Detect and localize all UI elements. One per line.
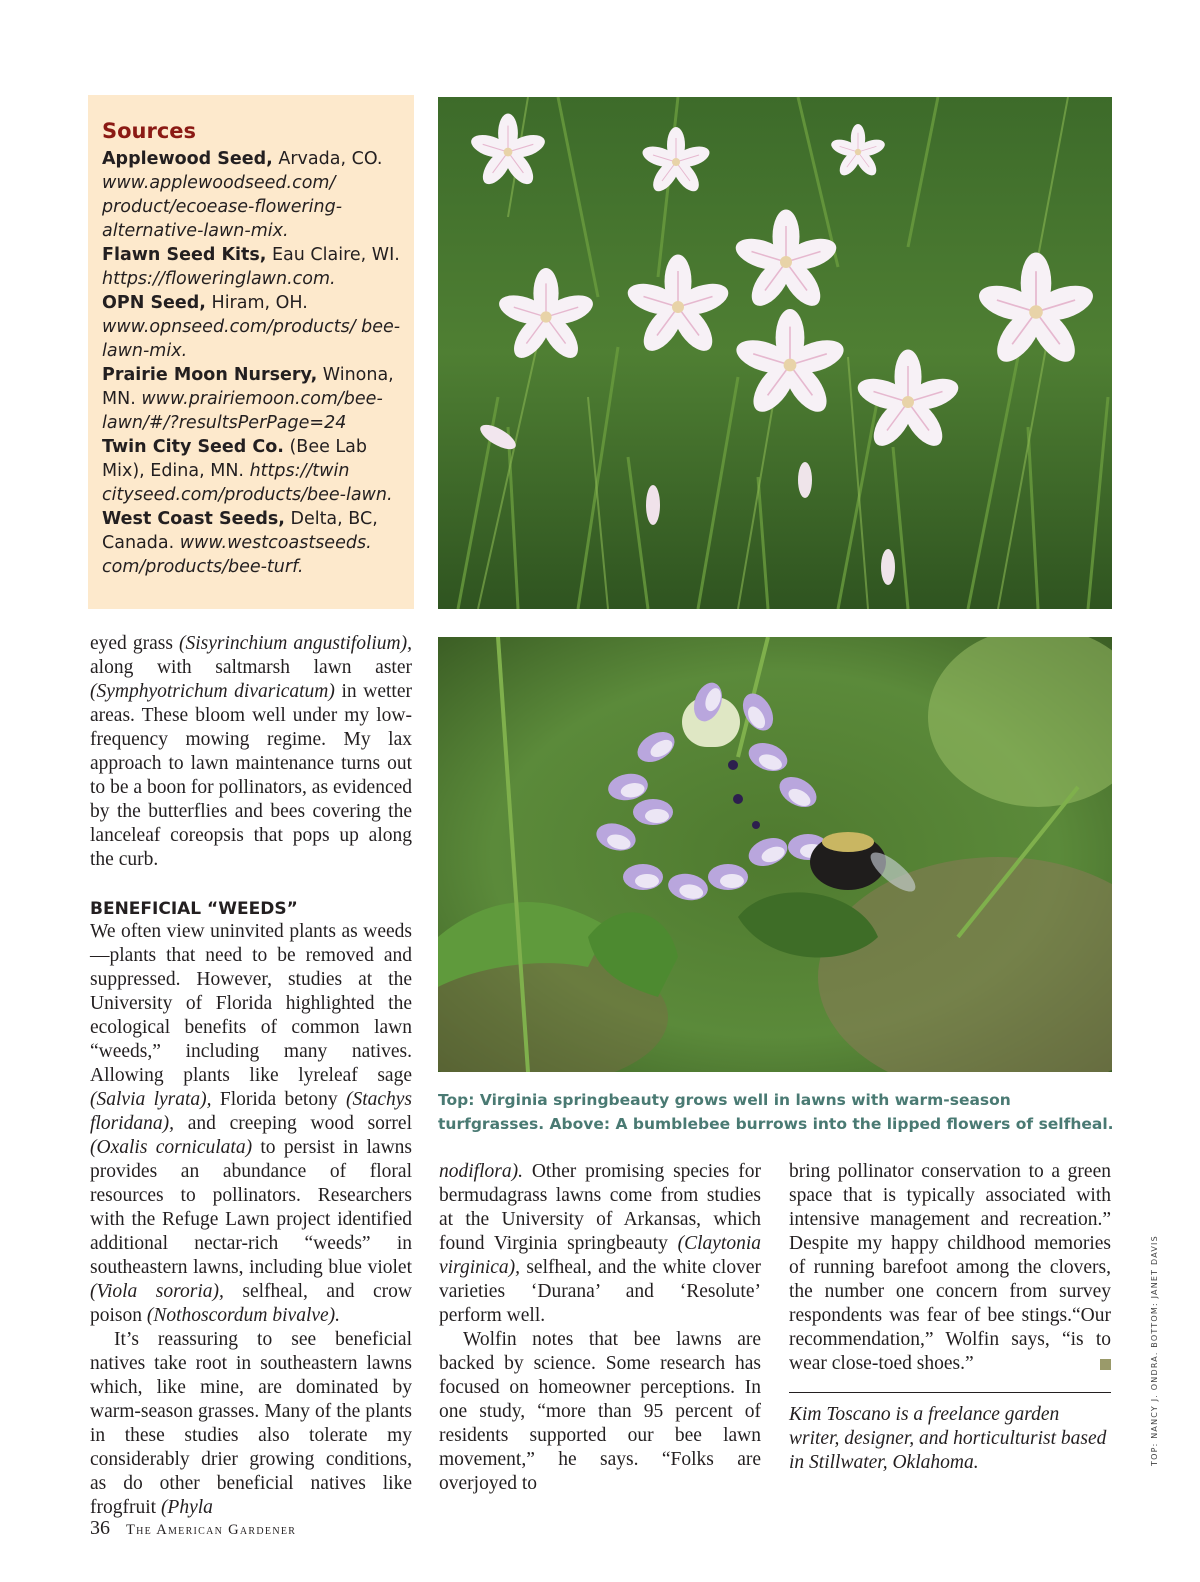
source-entry [102,243,402,291]
source-name: Twin City Seed Co. [102,437,284,457]
paragraph [789,1160,1111,1376]
source-location: Delta, BC, Canada. [102,509,378,553]
photo-credit: TOP: NANCY J. ONDRA. BOTTOM: JANET DAVIS [1150,1235,1159,1466]
species-name: (Phyla [160,1497,213,1518]
species-name: nodiflora). [439,1161,523,1182]
sources-sidebar [88,95,414,609]
sources-list [102,147,402,579]
source-entry [102,147,402,243]
article-column-3 [789,1160,1111,1475]
section-heading: BENEFICIAL “WEEDS” [90,899,298,919]
end-of-article-mark [1100,1359,1111,1370]
article-column-2 [439,1160,761,1496]
article-column-1 [90,632,412,1520]
source-location: Hiram, OH. [205,293,308,313]
magazine-name: The American Gardener [126,1522,297,1538]
text-run: We often view uninvited plants as weeds—plants that need to be removed and suppressed. However, studies at the University of Florida highlighted the ecological benefits of common lawn “weeds,” including many natives. Allowing plants like lyreleaf sage [90,921,412,1086]
source-name: West Coast Seeds, [102,509,285,529]
text-run: selfheal, and crow poison [90,1281,412,1326]
source-location: Eau Claire, WI. [266,245,400,265]
species-name: (Stachys floridana), [90,1089,413,1134]
species-name: (Salvia lyrata), [90,1089,212,1110]
paragraph [439,1328,761,1496]
species-name: (Viola sororia), [90,1281,224,1302]
source-entry [102,507,402,579]
source-name: Prairie Moon Nursery, [102,365,318,385]
source-url[interactable]: www.applewoodseed.com/ product/ecoease-flowering-alternative-lawn-mix. [102,173,343,241]
source-entry [102,291,402,363]
source-name: OPN Seed, [102,293,206,313]
species-name: (Nothoscordum bivalve). [146,1305,341,1326]
source-url[interactable]: www.prairiemoon.com/bee-lawn/#/?resultsPerPage=24 [102,389,383,433]
species-name: (Claytonia virginica), [439,1233,761,1278]
source-name: Applewood Seed, [102,149,273,169]
text-run: along with saltmarsh lawn aster [90,657,412,678]
paragraph [90,1328,412,1520]
page-number: 36 [90,1517,110,1539]
source-location: (Bee Lab Mix), Edina, MN. [102,437,367,481]
springbeauty-photo [438,97,1112,609]
author-bio: Kim Toscano is a freelance garden writer, designer, and horticulturist based in Stillwater, Oklahoma. [789,1404,1107,1473]
paragraph [90,920,412,1328]
paragraph [439,1160,761,1328]
source-location: Winona, MN. [102,365,394,409]
text-run: Other promising species for bermudagrass lawns come from studies at the University of Arkansas, which found Virginia springbeauty [439,1161,761,1254]
source-url[interactable]: https://floweringlawn.com. [102,269,336,289]
source-entry [102,363,402,435]
text-run: It’s reassuring to see beneficial natives take root in southeastern lawns which, like mine, are dominated by warm-season grasses. Many of the plants in these studies also tolerate my considerably drier growing conditions, as do other beneficial natives like frogfruit [90,1329,412,1518]
species-name: (Symphyotrichum divaricatum) [90,681,335,702]
paragraph [90,632,412,872]
species-name: (Oxalis corniculata) [90,1137,253,1158]
source-name: Flawn Seed Kits, [102,245,267,265]
text-run: in wetter areas. These bloom well under my low-frequency mowing regime. My lax approach to lawn maintenance turns out to be a boon for pollinators, as evidenced by the butterflies and bees covering the lanceleaf coreopsis that pops up along the curb. [90,681,412,870]
text-run: bring pollinator conservation to a green space that is typically associated with intensive management and recreation.” Despite my happy childhood memories of running barefoot among the clovers, the number one concern from survey respondents was fear of bee stings.“Our recommendation,” Wolfin says, “is to wear close-toed shoes.” [789,1161,1111,1374]
source-url[interactable]: https://twin cityseed.com/products/bee-lawn. [102,461,393,505]
text-run: Wolfin notes that bee lawns are backed by science. Some research has focused on homeowner perceptions. In one study, “more than 95 percent of residents supported our bee lawn movement,” he says. “Folks are overjoyed to [439,1329,761,1494]
text-run: eyed grass [90,633,179,654]
source-url[interactable]: www.opnseed.com/products/ bee-lawn-mix. [102,317,401,361]
text-run: selfheal, and the white clover varieties ‘Durana’ and ‘Resolute’ perform well. [439,1257,761,1326]
bio-divider [789,1392,1111,1393]
text-run: Florida betony [211,1089,346,1110]
sources-title: Sources [102,119,197,143]
selfheal-bumblebee-photo [438,637,1112,1072]
source-entry [102,435,402,507]
photo-caption: Top: Virginia springbeauty grows well in lawns with warm-season turfgrasses. Above: A bumblebee burrows into the lipped flowers of selfheal. [438,1091,1114,1133]
text-run: to persist in lawns provides an abundance of floral resources to pollinators. Researchers with the Refuge Lawn project identified additional nectar-rich “weeds” in southeastern lawns, including blue violet [90,1137,412,1278]
species-name: (Sisyrinchium angustifolium), [179,633,412,654]
source-url[interactable]: www.westcoastseeds. com/products/bee-turf. [102,533,372,577]
text-run: and creeping wood sorrel [173,1113,412,1134]
page-footer [90,1517,296,1540]
source-location: Arvada, CO. [272,149,383,169]
